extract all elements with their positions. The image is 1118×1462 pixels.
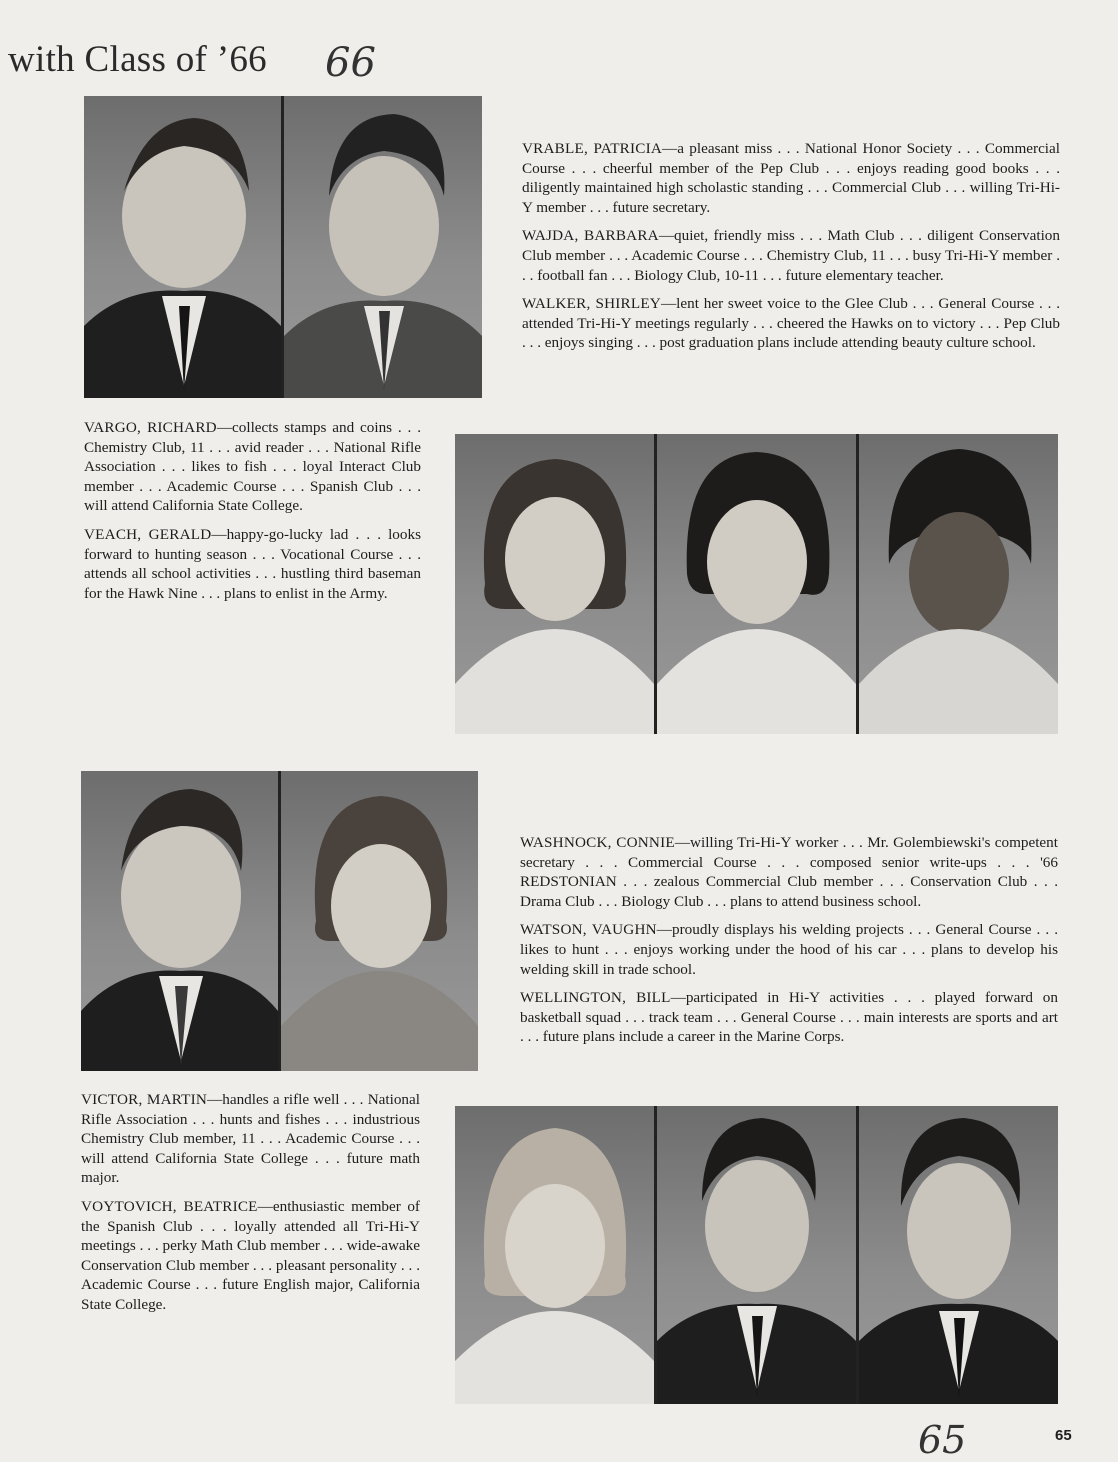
bio-text: —lent her sweet voice to the Glee Club . . . General Course . . . attended Tri-Hi-Y meetings regularly . . . cheered the Hawks on to victory . . . Pep Club . . . enjoys singing . . . post graduation plans include attending beauty culture school. xyxy=(522,295,1060,352)
page-title: with Class of ’66 xyxy=(8,39,267,80)
portrait-victor xyxy=(81,771,278,1071)
handwritten-page-number: 65 xyxy=(918,1418,967,1462)
portrait-group-bottom-right xyxy=(455,1106,1058,1404)
bio-column-right-bottom xyxy=(520,833,1058,1056)
portrait-vargo xyxy=(84,96,281,398)
portrait-washnock xyxy=(455,1106,654,1404)
bio-text: —handles a rifle well . . . National Rifle Association . . . hunts and fishes . . . industrious Chemistry Club member, 11 . . . Academic Course . . . will attend California State College . . . future math major. xyxy=(81,1091,420,1187)
bio-name: VEACH, GERALD xyxy=(84,525,212,543)
bio-name: VICTOR, MARTIN xyxy=(81,1091,208,1108)
bio-text: —a pleasant miss . . . National Honor Society . . . Commercial Course . . . cheerful member of the Pep Club . . . enjoys reading good books . . . diligently maintained high scholastic standing . . . Commercial Club . . . willing Tri-Hi-Y member . . . future secretary. xyxy=(522,140,1060,216)
bio-text: —participated in Hi-Y activities . . . played forward on basketball squad . . . track team . . . General Course . . . main interests are sports and art . . . future plans include a career in the Marine Corps. xyxy=(520,989,1058,1046)
bio-text: —enthusiastic member of the Spanish Club . . . loyally attended all Tri-Hi-Y meetings . . . perky Math Club member . . . wide-awake Conservation Club member . . . pleasant personality . . . Academic Course . . . future English major, California State College. xyxy=(81,1197,420,1313)
portrait-watson xyxy=(657,1106,856,1404)
portrait-wellington xyxy=(859,1106,1058,1404)
bio-text: —collects stamps and coins . . . Chemistry Club, 11 . . . avid reader . . . National Rifle Association . . . likes to fish . . . loyal Interact Club member . . . Academic Course . . . Spanish Club . . . will attend California State College. xyxy=(84,419,421,515)
bio-wajda xyxy=(522,226,1060,285)
bio-voytovich xyxy=(81,1197,420,1315)
bio-wellington xyxy=(520,988,1058,1047)
portrait-group-bottom-left xyxy=(81,771,478,1071)
bio-washnock xyxy=(520,833,1058,911)
bio-name: WAJDA, BARBARA xyxy=(522,227,659,245)
bio-walker xyxy=(522,294,1060,353)
bio-name: WELLINGTON, BILL xyxy=(520,989,671,1007)
bio-veach xyxy=(84,525,421,603)
page-number: 65 xyxy=(1055,1427,1072,1444)
bio-name: VARGO, RICHARD xyxy=(84,419,217,436)
portrait-wajda xyxy=(657,434,856,734)
bio-name: WATSON, VAUGHN xyxy=(520,921,657,939)
bio-text: —proudly displays his welding projects . . . General Course . . . likes to hunt . . . enjoys working under the hood of his car . . . plans to develop his welding skill in trade school. xyxy=(520,921,1058,978)
handwritten-note: 66 xyxy=(325,40,376,86)
bio-column-left-bottom xyxy=(81,1090,420,1324)
portrait-vrable xyxy=(455,434,654,734)
bio-name: WALKER, SHIRLEY xyxy=(522,295,661,313)
bio-text: —quiet, friendly miss . . . Math Club . . . diligent Conservation Club member . . . Academic Course . . . Chemistry Club, 11 . . . busy Tri-Hi-Y member . . . football fan . . . Biology Club, 10-11 . . . future elementary teacher. xyxy=(522,227,1060,284)
portrait-voytovich xyxy=(281,771,478,1071)
bio-name: VOYTOVICH, BEATRICE xyxy=(81,1197,258,1215)
portrait-veach xyxy=(284,96,482,398)
bio-name: VRABLE, PATRICIA xyxy=(522,140,663,157)
bio-column-left-top xyxy=(84,418,421,612)
bio-victor xyxy=(81,1090,420,1188)
bio-vrable xyxy=(522,139,1060,217)
bio-vargo xyxy=(84,418,421,516)
bio-column-right-top xyxy=(522,139,1060,362)
bio-text: —happy-go-lucky lad . . . looks forward to hunting season . . . Vocational Course . . . attends all school activities . . . hustling third baseman for the Hawk Nine . . . plans to enlist in the Army. xyxy=(84,525,421,602)
bio-text: —willing Tri-Hi-Y worker . . . Mr. Golembiewski's competent secretary . . . Commercial Course . . . composed senior write-ups . . . '66 REDSTONIAN . . . zealous Commercial Club member . . . Conservation Club . . . Drama Club . . . Biology Club . . . plans to attend business school. xyxy=(520,834,1058,910)
bio-name: WASHNOCK, CONNIE xyxy=(520,834,675,851)
bio-watson xyxy=(520,920,1058,979)
portrait-group-middle-right xyxy=(455,434,1058,734)
portrait-walker xyxy=(859,434,1058,734)
portrait-group-top-left xyxy=(84,96,482,398)
